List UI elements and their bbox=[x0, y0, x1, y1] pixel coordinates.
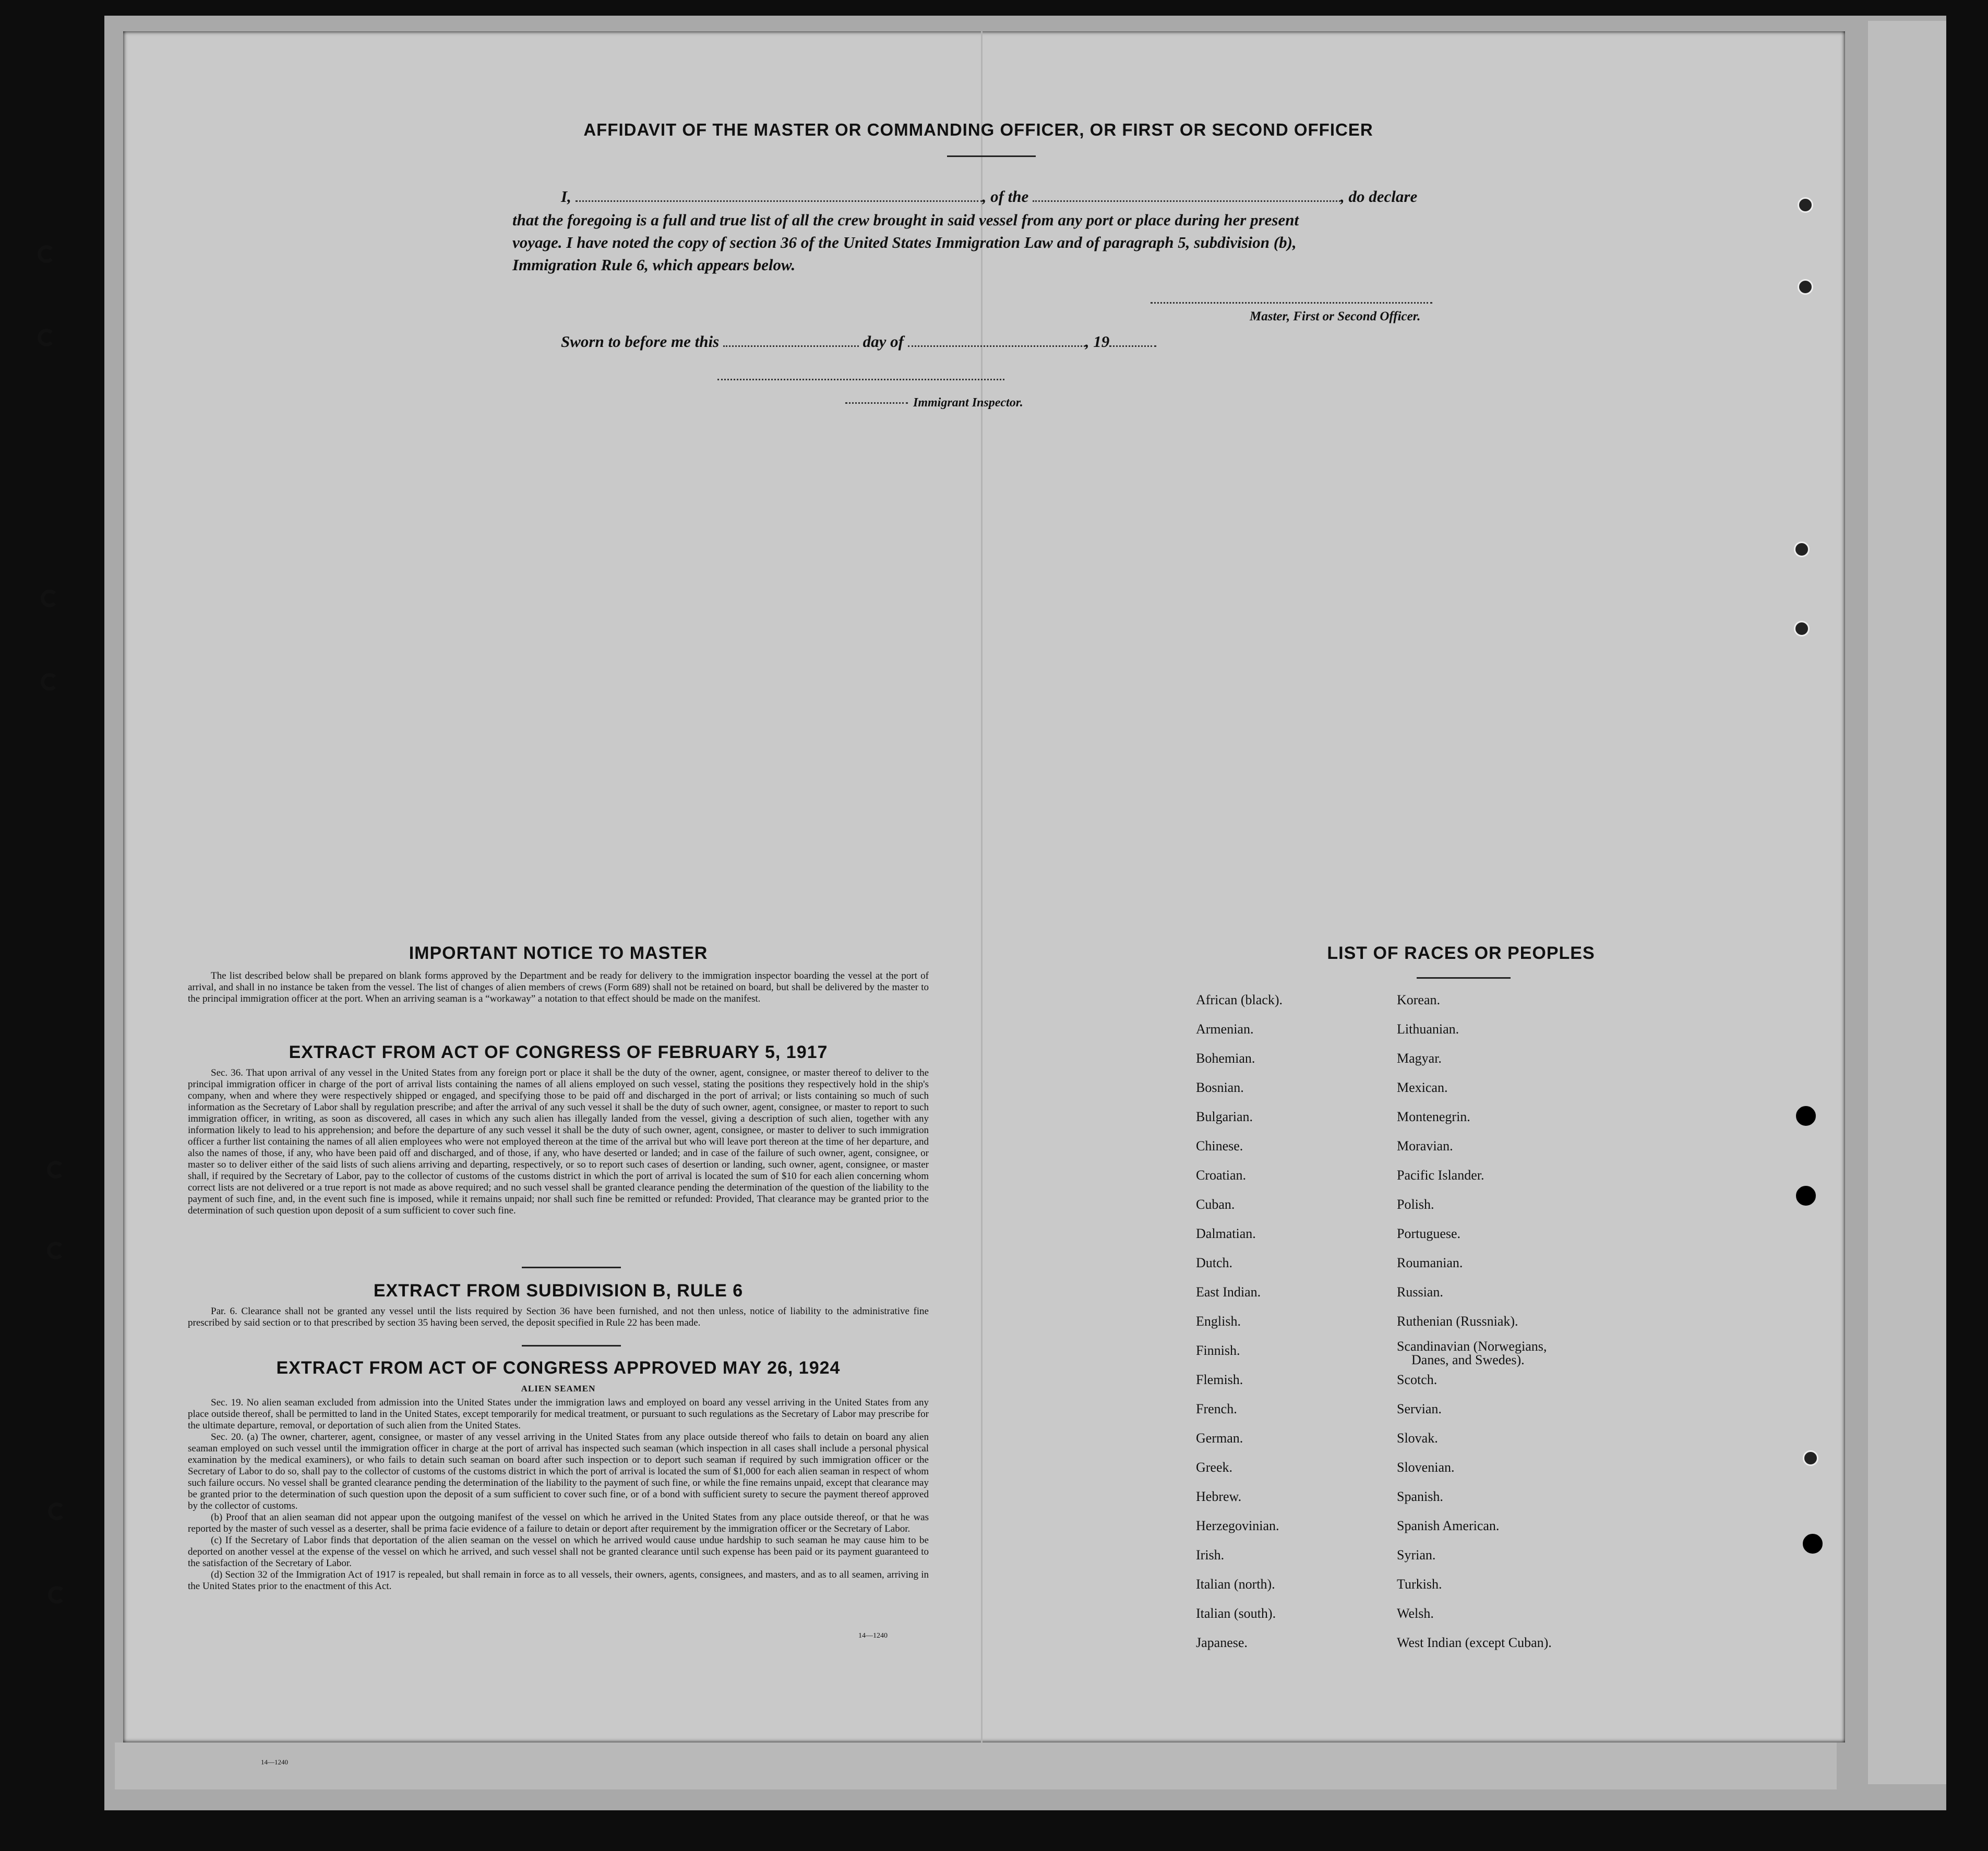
race-item: Chinese. bbox=[1196, 1138, 1243, 1153]
extract-1924-title: EXTRACT FROM ACT OF CONGRESS APPROVED MAY 26, 1924 bbox=[276, 1358, 841, 1378]
punch-hole-icon bbox=[1803, 1450, 1818, 1466]
punch-hole-icon bbox=[1794, 542, 1810, 557]
of-the-label: , of the bbox=[982, 187, 1029, 206]
race-item: Scandinavian (Norwegians, bbox=[1397, 1339, 1547, 1354]
race-item: Lithuanian. bbox=[1397, 1021, 1459, 1037]
i-label: I, bbox=[561, 187, 571, 206]
section-divider bbox=[522, 1345, 621, 1347]
race-item: Bosnian. bbox=[1196, 1080, 1244, 1095]
sworn-line bbox=[561, 330, 1291, 353]
notice-paragraph: The list described below shall be prepared on blank forms approved by the Department and be ready for delivery to the immigration inspector boarding the vessel at the port of arrival, and shall in no instance be taken from the vessel. The list of changes of alien members of crews (Form 689) shall not be retained on board, but shall be delivered by the master to the principal immigration officer at the port. When an arriving seaman is a “workaway” a notation to that effect should be made on the manifest. bbox=[188, 970, 929, 1004]
day-of-label: day of bbox=[863, 332, 904, 351]
inspector-prefix-field[interactable] bbox=[845, 402, 908, 404]
race-item: Greek. bbox=[1196, 1460, 1233, 1475]
punch-hole-icon bbox=[1794, 621, 1810, 636]
punch-hole-icon bbox=[1803, 1534, 1823, 1554]
race-item: Roumanian. bbox=[1397, 1255, 1463, 1270]
race-item: Scotch. bbox=[1397, 1372, 1438, 1387]
race-item: Flemish. bbox=[1196, 1372, 1243, 1387]
extract-1917-title: EXTRACT FROM ACT OF CONGRESS OF FEBRUARY 5, 1917 bbox=[289, 1042, 828, 1062]
race-item: Mexican. bbox=[1397, 1080, 1448, 1095]
race-item: Japanese. bbox=[1196, 1635, 1248, 1650]
sec-20a-paragraph: Sec. 20. (a) The owner, charterer, agent, consignee, or master of any vessel arriving in the United States from any place outside thereof who fails to detain on board any alien seaman employed on such vessel until the immigration officer in charge at the port of arrival has inspected such seaman (which inspection in all cases shall include a personal physical examination by the medical examiners), or who fails to detain such seaman on board after such inspection or to deport such seaman if required by such immigration officer or the Secretary of Labor to do so, shall pay to the collector of customs of the customs district in which the port of arrival is located the sum of $1,000 for each alien seaman in respect of whom such failure occurs. No vessel shall be granted clearance pending the determination of the liability to the payment of such fine, or while the fine remains unpaid, except that clearance may be granted prior to the determination of such question upon the deposit of a sum sufficient to cover such fine, or of a bond with sufficient surety to secure the payment thereof approved by the collector of customs. bbox=[188, 1432, 929, 1511]
race-item: Montenegrin. bbox=[1397, 1109, 1470, 1124]
race-item: Slovak. bbox=[1397, 1431, 1438, 1446]
alien-seamen-subtitle: ALIEN SEAMEN bbox=[521, 1384, 596, 1393]
notice-text bbox=[188, 970, 929, 1005]
race-item: Ruthenian (Russniak). bbox=[1397, 1314, 1518, 1329]
binder-ring-icon bbox=[48, 1586, 66, 1604]
month-field[interactable] bbox=[908, 345, 1085, 347]
race-item: Portuguese. bbox=[1397, 1226, 1461, 1241]
page-fold bbox=[981, 31, 983, 1742]
rule-6-title: EXTRACT FROM SUBDIVISION B, RULE 6 bbox=[373, 1281, 744, 1301]
race-item: Dutch. bbox=[1196, 1255, 1233, 1270]
signature-field[interactable] bbox=[1151, 302, 1432, 304]
race-item: Welsh. bbox=[1397, 1606, 1434, 1621]
binder-ring-icon bbox=[38, 245, 55, 263]
race-item: Russian. bbox=[1397, 1284, 1443, 1300]
inspector-label: Immigrant Inspector. bbox=[913, 396, 1023, 410]
binder-ring-icon bbox=[41, 673, 58, 691]
race-item: Polish. bbox=[1397, 1197, 1434, 1212]
race-item: Irish. bbox=[1196, 1547, 1225, 1562]
race-item: Bulgarian. bbox=[1196, 1109, 1253, 1124]
sec-20d-paragraph: (d) Section 32 of the Immigration Act of 1917 is repealed, but shall remain in force as to all vessels, their owners, agents, consignees, and masters, and as to all seamen, arriving in the United States prior to the enactment of this Act. bbox=[188, 1569, 929, 1592]
sworn-label: Sworn to before me this bbox=[561, 332, 720, 351]
year-field[interactable] bbox=[1109, 345, 1156, 347]
par-6-paragraph: Par. 6. Clearance shall not be granted any vessel until the lists required by Section 36 have been furnished, and not then unless, notice of liability to the administrative fine prescribed by said section or to that prescribed by section 35 having been served, the deposit specified in Rule 22 has been made. bbox=[188, 1306, 929, 1328]
binder-ring-icon bbox=[47, 1161, 65, 1179]
sec-20c-paragraph: (c) If the Secretary of Labor finds that deportation of the alien seaman on the vessel on which he arrived would cause undue hardship to such seaman he may cause him to be deported on another vessel at the expense of the vessel on which he arrived, and such vessel shall not be granted clearance until such expense has been paid or its payment guaranteed to the satisfaction of the Secretary of Labor. bbox=[188, 1535, 929, 1569]
race-item: Spanish American. bbox=[1397, 1518, 1500, 1533]
race-item: Syrian. bbox=[1397, 1547, 1436, 1562]
affidavit-line-2: that the foregoing is a full and true list of all the crew brought in said vessel from any port or place during her present bbox=[512, 211, 1299, 229]
binder-ring-icon bbox=[48, 1503, 66, 1520]
race-item: Croatian. bbox=[1196, 1168, 1247, 1183]
lower-form-number: 14—1240 bbox=[261, 1758, 288, 1766]
notice-title: IMPORTANT NOTICE TO MASTER bbox=[409, 943, 708, 963]
name-field[interactable] bbox=[576, 200, 983, 202]
race-item: German. bbox=[1196, 1431, 1243, 1446]
race-item: Spanish. bbox=[1397, 1489, 1443, 1504]
lower-sheet-strip bbox=[115, 1742, 1837, 1789]
race-item: Bohemian. bbox=[1196, 1051, 1255, 1066]
race-item: Armenian. bbox=[1196, 1021, 1254, 1037]
race-item: Slovenian. bbox=[1397, 1460, 1455, 1475]
race-item: West Indian (except Cuban). bbox=[1397, 1635, 1552, 1650]
affidavit-title: AFFIDAVIT OF THE MASTER OR COMMANDING OFFICER, OR FIRST OR SECOND OFFICER bbox=[583, 120, 1373, 139]
races-title: LIST OF RACES OR PEOPLES bbox=[1327, 943, 1595, 963]
affidavit-line-3: voyage. I have noted the copy of section 36 of the United States Immigration Law and of paragraph 5, subdivision (b), bbox=[512, 233, 1297, 251]
race-item: English. bbox=[1196, 1314, 1241, 1329]
race-item: Cuban. bbox=[1196, 1197, 1235, 1212]
race-item: East Indian. bbox=[1196, 1284, 1261, 1300]
day-field[interactable] bbox=[723, 345, 859, 347]
punch-hole-icon bbox=[1798, 279, 1813, 295]
race-item: Hebrew. bbox=[1196, 1489, 1242, 1504]
punch-hole-icon bbox=[1796, 1106, 1816, 1126]
affidavit-line-1 bbox=[561, 185, 1474, 208]
title-divider bbox=[947, 155, 1036, 157]
race-item: Pacific Islander. bbox=[1397, 1168, 1484, 1183]
race-item: Italian (south). bbox=[1196, 1606, 1276, 1621]
race-item: Finnish. bbox=[1196, 1343, 1240, 1358]
race-item: African (black). bbox=[1196, 992, 1283, 1007]
do-declare-label: , do declare bbox=[1340, 187, 1418, 206]
race-item: Italian (north). bbox=[1196, 1577, 1275, 1592]
signature-label: Master, First or Second Officer. bbox=[1250, 309, 1421, 323]
sec-36-paragraph: Sec. 36. That upon arrival of any vessel in the United States from any foreign port or place it shall be the duty of the owner, agent, consignee, or master thereof to deliver to the principal immigration officer in charge of the port of arrival lists containing the names of all aliens employed on such vessel, stating the positions they respectively hold in the ship's company, when and where they were respectively shipped or engaged, and specifying those to be paid off and discharged in the port of arrival; or lists containing so much of such information as the Secretary of Labor shall by regulation prescribe; and after the arrival of any such vessel it shall be the duty of such owner, agent, consignee, or master to report to such immigration officer, in writing, as soon as discovered, all cases in which any such alien has illegally landed from the vessel, giving a description of such alien, together with any information likely to lead to his apprehension; and before the departure of any such vessel it shall be the duty of such owner, agent, consignee, or master to deliver to such immigration officer a further list containing the names of all alien employees who were not employed thereon at the time of the arrival but who will leave port thereon at the time of her departure, and also the names of those, if any, who have been paid off and discharged, and of those, if any, who have deserted or landed; and in case of the failure of such owner, agent, consignee, or master so to deliver either of the said lists of such aliens arriving and departing, respectively, or so to report such cases of desertion or landing, such owner, agent, consignee, or master shall, if required by the Secretary of Labor, pay to the collector of customs of the customs district in which the port of arrival is located the sum of $10 for each alien concerning whom correct lists are not delivered or a true report is not made as above required; and no such vessel shall be granted clearance pending the determination of the question of the liability to the payment of such fine, and, in the event such fine is imposed, while it remains unpaid; nor shall such fine be remitted or refunded: Provided, That clearance may be granted prior to the determination of such question upon deposit of a sum sufficient to cover such fine. bbox=[188, 1067, 929, 1216]
race-item-continuation: Danes, and Swedes). bbox=[1411, 1352, 1525, 1367]
punch-hole-icon bbox=[1798, 197, 1813, 213]
race-item: Moravian. bbox=[1397, 1138, 1453, 1153]
extract-1917-text bbox=[188, 1067, 929, 1217]
background-sheet-edge bbox=[1868, 21, 1946, 1784]
binder-ring-icon bbox=[38, 329, 55, 346]
extract-1924-text bbox=[188, 1397, 929, 1592]
punch-hole-icon bbox=[1796, 1186, 1816, 1206]
affidavit-line-4: Immigration Rule 6, which appears below. bbox=[512, 256, 796, 274]
inspector-signature-field[interactable] bbox=[717, 378, 1004, 380]
binder-ring-icon bbox=[41, 590, 58, 607]
sec-19-paragraph: Sec. 19. No alien seaman excluded from admission into the United States under the immigration laws and employed on board any vessel arriving in the United States from any place outside thereof, shall be permitted to land in the United States, except temporarily for medical treatment, or pursuant to such regulations as the Secretary of Labor may prescribe for the ultimate departure, removal, or deportation of such alien from the United States. bbox=[188, 1397, 929, 1431]
race-item: Korean. bbox=[1397, 992, 1441, 1007]
race-item: Servian. bbox=[1397, 1401, 1442, 1416]
race-item: Herzegovinian. bbox=[1196, 1518, 1279, 1533]
race-item: French. bbox=[1196, 1401, 1237, 1416]
race-item: Dalmatian. bbox=[1196, 1226, 1256, 1241]
rule-6-text bbox=[188, 1306, 929, 1329]
form-number: 14—1240 bbox=[858, 1632, 888, 1640]
section-divider bbox=[522, 1267, 621, 1268]
binder-ring-icon bbox=[47, 1242, 65, 1259]
sec-20b-paragraph: (b) Proof that an alien seaman did not appear upon the outgoing manifest of the vessel on which he arrived in the United States from any place outside thereof, or that he was reported by the master of such vessel as a deserter, shall be prima facie evidence of a failure to detain or deport after requirement by the immigration officer or the Secretary of Labor. bbox=[188, 1512, 929, 1534]
race-item: Magyar. bbox=[1397, 1051, 1442, 1066]
year-label: , 19 bbox=[1085, 332, 1110, 351]
race-item: Turkish. bbox=[1397, 1577, 1442, 1592]
races-divider bbox=[1417, 977, 1511, 979]
vessel-field[interactable] bbox=[1033, 200, 1340, 202]
